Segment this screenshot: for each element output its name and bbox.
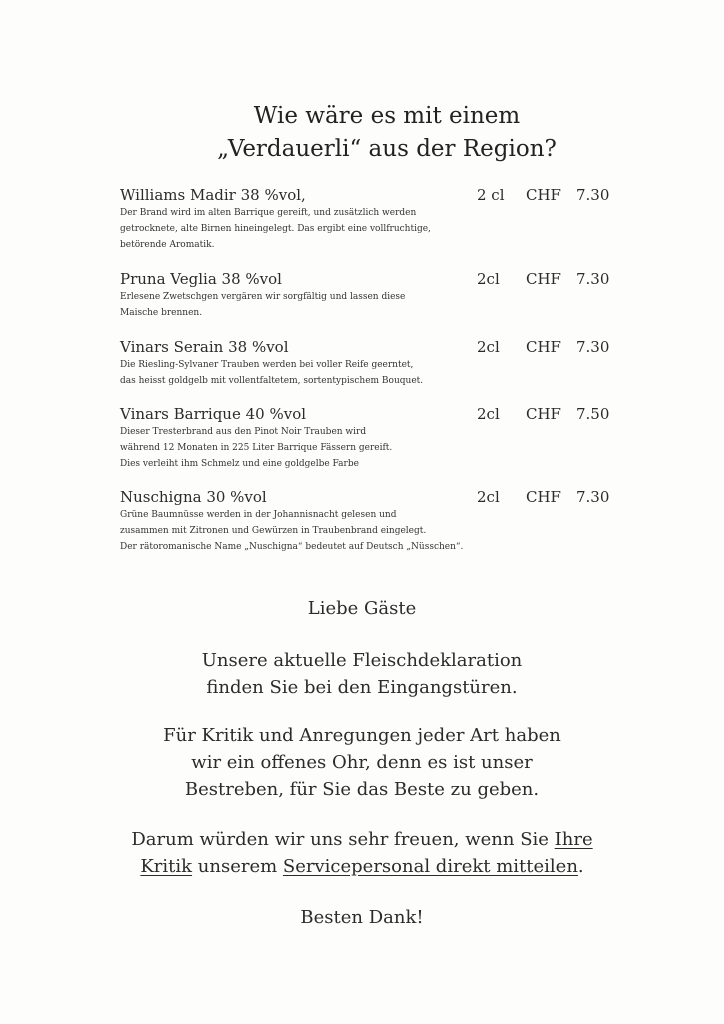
item-currency: CHF bbox=[526, 270, 561, 288]
item-description-line: betörende Aromatik. bbox=[120, 240, 215, 250]
item-price: 7.30 bbox=[576, 488, 610, 506]
item-price: 7.30 bbox=[576, 270, 610, 288]
item-currency: CHF bbox=[526, 338, 561, 356]
meat-declaration-line: Unsere aktuelle Fleischdeklaration bbox=[201, 650, 523, 671]
item-description bbox=[120, 289, 465, 321]
item-description-line: das heisst goldgelb mit vollentfaltetem, sortentypischem Bouquet. bbox=[120, 376, 424, 386]
item-name: Vinars Serain 38 %vol bbox=[120, 338, 289, 356]
item-price: 7.30 bbox=[576, 338, 610, 356]
item-description-line: Die Riesling-Sylvaner Trauben werden bei voller Reife geerntet, bbox=[120, 360, 414, 370]
feedback-line: Für Kritik und Anregungen jeder Art haben bbox=[163, 725, 561, 746]
feedback-request-line-1 bbox=[0, 826, 724, 853]
greeting: Liebe Gäste bbox=[307, 598, 417, 619]
item-name: Pruna Veglia 38 %vol bbox=[120, 270, 282, 288]
request-text: unserem bbox=[192, 856, 283, 877]
item-currency: CHF bbox=[526, 488, 561, 506]
item-description-line: während 12 Monaten in 225 Liter Barrique Fässern gereift. bbox=[120, 443, 393, 453]
item-currency: CHF bbox=[526, 186, 561, 204]
thanks: Besten Dank! bbox=[300, 907, 424, 928]
item-description-line: Der rätoromanische Name „Nuschigna“ bedeutet auf Deutsch „Nüsschen“. bbox=[120, 542, 464, 552]
meat-declaration-line: finden Sie bei den Eingangstüren. bbox=[206, 677, 518, 698]
item-quantity: 2 cl bbox=[477, 186, 505, 204]
item-description-line: zusammen mit Zitronen und Gewürzen in Traubenbrand eingelegt. bbox=[120, 526, 427, 536]
item-quantity: 2cl bbox=[477, 338, 500, 356]
item-name: Nuschigna 30 %vol bbox=[120, 488, 267, 506]
feedback-line: wir ein offenes Ohr, denn es ist unser bbox=[191, 752, 533, 773]
item-description bbox=[120, 424, 465, 472]
request-underlined-text: Servicepersonal direkt mitteilen bbox=[282, 856, 578, 877]
item-currency: CHF bbox=[526, 405, 561, 423]
item-description-line: Dieser Tresterbrand aus den Pinot Noir Trauben wird bbox=[120, 427, 367, 437]
item-description-line: Erlesene Zwetschgen vergären wir sorgfältig und lassen diese bbox=[120, 292, 406, 302]
item-description bbox=[120, 205, 465, 253]
item-name: Williams Madir 38 %vol, bbox=[120, 186, 306, 204]
item-description-line: getrocknete, alte Birnen hineingelegt. Das ergibt eine vollfruchtige, bbox=[120, 224, 431, 234]
item-description-line: Maische brennen. bbox=[120, 308, 203, 318]
request-text: Darum würden wir uns sehr freuen, wenn Sie bbox=[131, 829, 555, 850]
feedback-line: Bestreben, für Sie das Beste zu geben. bbox=[184, 779, 540, 800]
feedback-note bbox=[0, 722, 724, 803]
meat-declaration-note bbox=[0, 647, 724, 701]
item-description-line: Dies verleiht ihm Schmelz und eine goldgelbe Farbe bbox=[120, 459, 359, 469]
menu-title-line-1: Wie wäre es mit einem bbox=[253, 103, 521, 129]
request-text: . bbox=[577, 856, 584, 877]
item-name: Vinars Barrique 40 %vol bbox=[120, 405, 307, 423]
feedback-request bbox=[0, 826, 724, 880]
item-quantity: 2cl bbox=[477, 270, 500, 288]
item-price: 7.30 bbox=[576, 186, 610, 204]
request-underlined-text: Kritik bbox=[140, 856, 193, 877]
item-quantity: 2cl bbox=[477, 488, 500, 506]
item-description-line: Der Brand wird im alten Barrique gereift, und zusätzlich werden bbox=[120, 208, 417, 218]
request-underlined-text: Ihre bbox=[554, 829, 593, 850]
item-description-line: Grüne Baumnüsse werden in der Johannisnacht gelesen und bbox=[120, 510, 397, 520]
feedback-request-line-2 bbox=[0, 853, 724, 880]
item-description bbox=[120, 507, 465, 555]
item-description bbox=[120, 357, 465, 389]
item-price: 7.50 bbox=[576, 405, 610, 423]
item-quantity: 2cl bbox=[477, 405, 500, 423]
menu-title-line-2: „Verdauerli“ aus der Region? bbox=[217, 136, 557, 162]
